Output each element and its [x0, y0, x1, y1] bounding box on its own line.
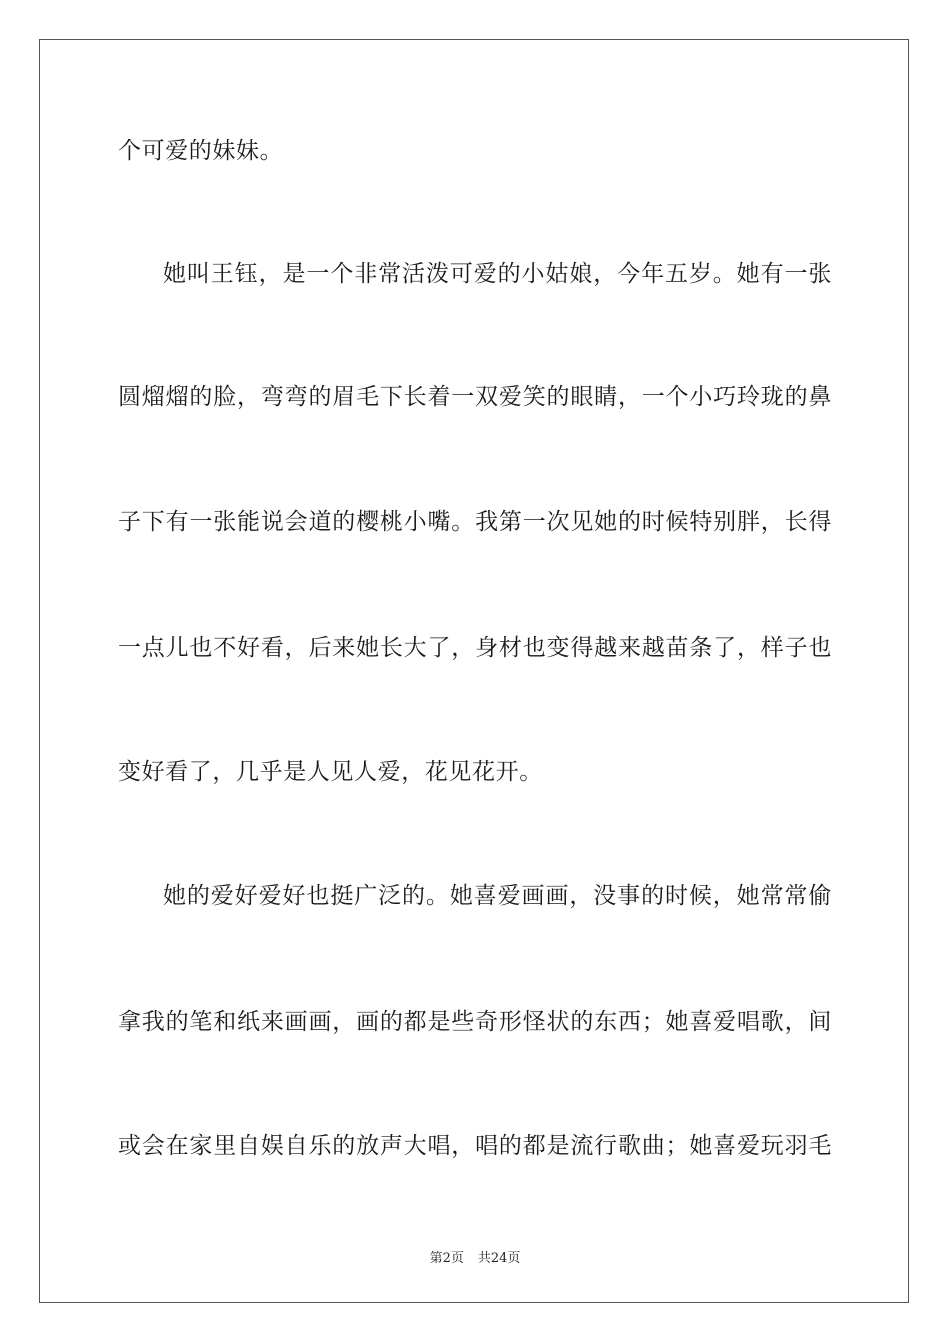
page-footer [0, 1247, 950, 1266]
page-border [39, 39, 909, 1303]
page-number: 第2页 [429, 1251, 464, 1266]
text-line-3: 圆熘熘的脸，弯弯的眉毛下长着一双爱笑的眼睛，一个小巧玲珑的鼻 [118, 384, 832, 410]
text-line-7: 她的爱好爱好也挺广泛的。她喜爱画画，没事的时候，她常常偷 [163, 883, 832, 909]
text-line-1: 个可爱的妹妹。 [118, 138, 284, 164]
text-line-5: 一点儿也不好看，后来她长大了，身材也变得越来越苗条了，样子也 [118, 635, 832, 661]
text-line-6: 变好看了，几乎是人见人爱，花见花开。 [118, 759, 543, 785]
text-line-2: 她叫王钰，是一个非常活泼可爱的小姑娘，今年五岁。她有一张 [163, 261, 832, 287]
text-line-4: 子下有一张能说会道的樱桃小嘴。我第一次见她的时候特别胖，长得 [118, 509, 832, 535]
text-line-9: 或会在家里自娱自乐的放声大唱，唱的都是流行歌曲；她喜爱玩羽毛 [118, 1133, 832, 1159]
page-total: 共24页 [477, 1251, 521, 1266]
text-line-8: 拿我的笔和纸来画画，画的都是些奇形怪状的东西；她喜爱唱歌，间 [118, 1009, 832, 1035]
